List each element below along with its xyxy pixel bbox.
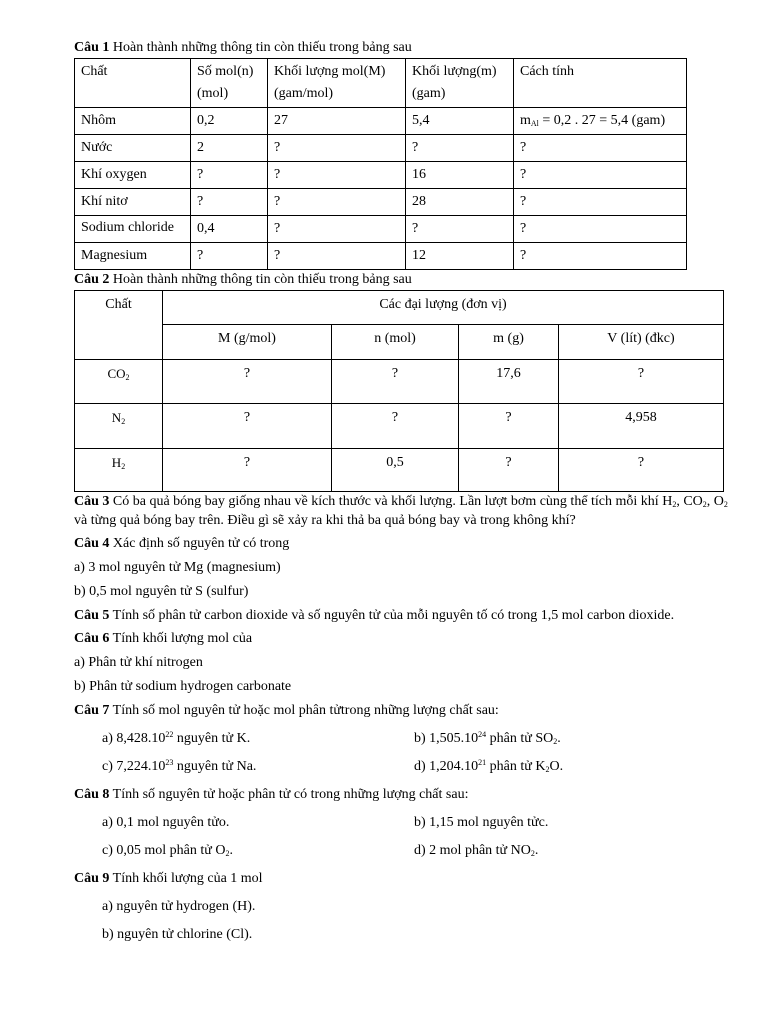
question-4: Câu 4 Xác định số nguyên tử có trong xyxy=(74,536,290,551)
question-5-label: Câu 5 xyxy=(74,608,110,623)
table-cell: ? xyxy=(559,360,724,404)
question-7-b: b) 1,505.10$^{24}$ phân tử $SO_2$. xyxy=(414,730,561,746)
table-cell: 28 xyxy=(406,189,514,216)
table-cell: ? xyxy=(268,243,406,270)
question-3-label: Câu 3 xyxy=(74,494,110,509)
table-row xyxy=(75,449,724,492)
table-1-header-cell: Số mol(n) (mol) xyxy=(191,59,268,108)
table-cell: ? xyxy=(406,135,514,162)
table-cell: ? xyxy=(514,162,687,189)
table-1-header-row xyxy=(75,59,687,108)
table-row xyxy=(75,216,687,243)
question-6-a: a) Phân tử khí nitrogen xyxy=(74,655,203,670)
question-1 xyxy=(74,38,730,58)
table-cell: ? xyxy=(514,216,687,243)
chem-formula: $H_2$ xyxy=(75,449,163,492)
question-8: Câu 8 Tính số nguyên tử hoặc phân tử có trong những lượng chất sau: xyxy=(74,787,469,802)
table-cell: ? xyxy=(268,135,406,162)
table-cell: Khí oxygen xyxy=(75,162,191,189)
question-9-b: b) nguyên tử chlorine (Cl). xyxy=(102,927,253,942)
table-cell: 16 xyxy=(406,162,514,189)
question-3: Câu 3 Có ba quả bóng bay giống nhau về kích thước và khối lượng. Lần lượt bơm cùng thể tích mỗi khí $H_2$, $CO_2$, $O_2$ và từng quả bóng bay trên. Điều gì sẽ xảy ra khi thả ba quả bóng bay và trong không khí? xyxy=(74,494,728,528)
table-cell: 5,4 xyxy=(406,108,514,135)
table-2-header-cell: M (g/mol) xyxy=(163,325,332,360)
table-cell: ? xyxy=(163,449,332,492)
table-1-header-cell: Khối lượng mol(M) (gam/mol) xyxy=(268,59,406,108)
question-5: Câu 5 Tính số phân tử carbon dioxide và số nguyên tử của mỗi nguyên tố có trong 1,5 mol carbon dioxide. xyxy=(74,608,675,623)
table-cell: ? xyxy=(268,216,406,243)
question-8-label: Câu 8 xyxy=(74,787,110,802)
table-cell: ? xyxy=(191,189,268,216)
question-6-label: Câu 6 xyxy=(74,631,110,646)
table-cell: Magnesium xyxy=(75,243,191,270)
question-7-row-1 xyxy=(74,729,730,749)
question-8-d: d) 2 mol phân tử $NO_2$. xyxy=(414,843,539,858)
table-2-subheader-row xyxy=(75,325,724,360)
table-cell: ? xyxy=(514,243,687,270)
table-2-header-cell: n (mol) xyxy=(332,325,459,360)
table-cell: Nhôm xyxy=(75,108,191,135)
table-1-header-cell: Cách tính xyxy=(514,59,687,108)
table-cell: 17,6 xyxy=(459,360,559,404)
question-7-a: a) 8,428.10$^{22}$ nguyên tử K. xyxy=(102,730,251,746)
table-cell: 27 xyxy=(268,108,406,135)
table-cell: 12 xyxy=(406,243,514,270)
table-2-header-cell: V (lít) (đkc) xyxy=(559,325,724,360)
table-cell: ? xyxy=(514,135,687,162)
question-8-c: c) 0,05 mol phân tử $O_2$. xyxy=(102,843,233,858)
table-cell: 0,2 xyxy=(191,108,268,135)
table-row xyxy=(75,108,687,135)
question-4-b: b) 0,5 mol nguyên tử S (sulfur) xyxy=(74,584,249,599)
table-cell: ? xyxy=(163,404,332,449)
question-8-b: b) 1,15 mol nguyên tửc. xyxy=(414,815,549,830)
question-6-b: b) Phân tử sodium hydrogen carbonate xyxy=(74,679,292,694)
table-cell: 0,5 xyxy=(332,449,459,492)
table-cell: ? xyxy=(268,189,406,216)
question-9-a: a) nguyên tử hydrogen (H). xyxy=(102,899,256,914)
table-cell: Sodium chloride xyxy=(75,216,191,243)
table-row xyxy=(75,162,687,189)
question-7-label: Câu 7 xyxy=(74,703,110,718)
question-8-a: a) 0,1 mol nguyên tửo. xyxy=(102,815,230,830)
table-cell: ? xyxy=(163,360,332,404)
table-cell: 4,958 xyxy=(559,404,724,449)
question-8-row-1 xyxy=(74,813,730,833)
question-7-c: c) 7,224.10$^{23}$ nguyên tử Na. xyxy=(102,758,257,774)
table-cell: ? xyxy=(514,189,687,216)
question-9: Câu 9 Tính khối lượng của 1 mol xyxy=(74,871,263,886)
table-cell: Khí nitơ xyxy=(75,189,191,216)
calc-cell: $m_{Al} = 0,2$ . 27 = 5,4 (gam) xyxy=(514,108,687,135)
question-8-row-2 xyxy=(74,841,730,861)
table-2-group-header: Các đại lượng (đơn vị) xyxy=(163,291,724,325)
question-2-label: Câu 2 xyxy=(74,272,110,287)
question-1-label: Câu 1 xyxy=(74,40,110,55)
table-row xyxy=(75,360,724,404)
table-cell: ? xyxy=(191,243,268,270)
table-cell: ? xyxy=(332,360,459,404)
question-1-text: Hoàn thành những thông tin còn thiếu trong bảng sau xyxy=(112,40,412,55)
table-2-header-row xyxy=(75,291,724,325)
table-cell: ? xyxy=(459,404,559,449)
table-cell: ? xyxy=(332,404,459,449)
question-2 xyxy=(74,270,730,290)
question-7: Câu 7 Tính số mol nguyên tử hoặc mol phân tửtrong những lượng chất sau: xyxy=(74,703,499,718)
table-cell: ? xyxy=(559,449,724,492)
question-4-label: Câu 4 xyxy=(74,536,110,551)
table-cell: ? xyxy=(406,216,514,243)
question-9-label: Câu 9 xyxy=(74,871,110,886)
table-1-header-cell: Khối lượng(m) (gam) xyxy=(406,59,514,108)
table-2-header-cell: m (g) xyxy=(459,325,559,360)
table-1-header-cell: Chất xyxy=(75,59,191,108)
question-7-d: d) 1,204.10$^{21}$ phân tử $K_2O$. xyxy=(414,758,564,774)
question-2-text: Hoàn thành những thông tin còn thiếu trong bảng sau xyxy=(112,272,412,287)
question-4-a: a) 3 mol nguyên tử Mg (magnesium) xyxy=(74,560,281,575)
table-2 xyxy=(74,290,724,492)
question-7-row-2 xyxy=(74,757,730,777)
document-page xyxy=(74,38,730,953)
table-cell: 2 xyxy=(191,135,268,162)
table-cell: ? xyxy=(268,162,406,189)
table-cell: ? xyxy=(191,162,268,189)
table-1 xyxy=(74,58,687,270)
table-row xyxy=(75,135,687,162)
table-cell: 0,4 xyxy=(191,216,268,243)
table-row xyxy=(75,243,687,270)
table-cell: ? xyxy=(459,449,559,492)
table-cell: Nước xyxy=(75,135,191,162)
table-row xyxy=(75,189,687,216)
chem-formula: $N_2$ xyxy=(75,404,163,449)
question-6: Câu 6 Tính khối lượng mol của xyxy=(74,631,253,646)
table-row xyxy=(75,404,724,449)
chem-formula: $CO_2$ xyxy=(75,360,163,404)
table-2-header-cell: Chất xyxy=(75,291,163,360)
